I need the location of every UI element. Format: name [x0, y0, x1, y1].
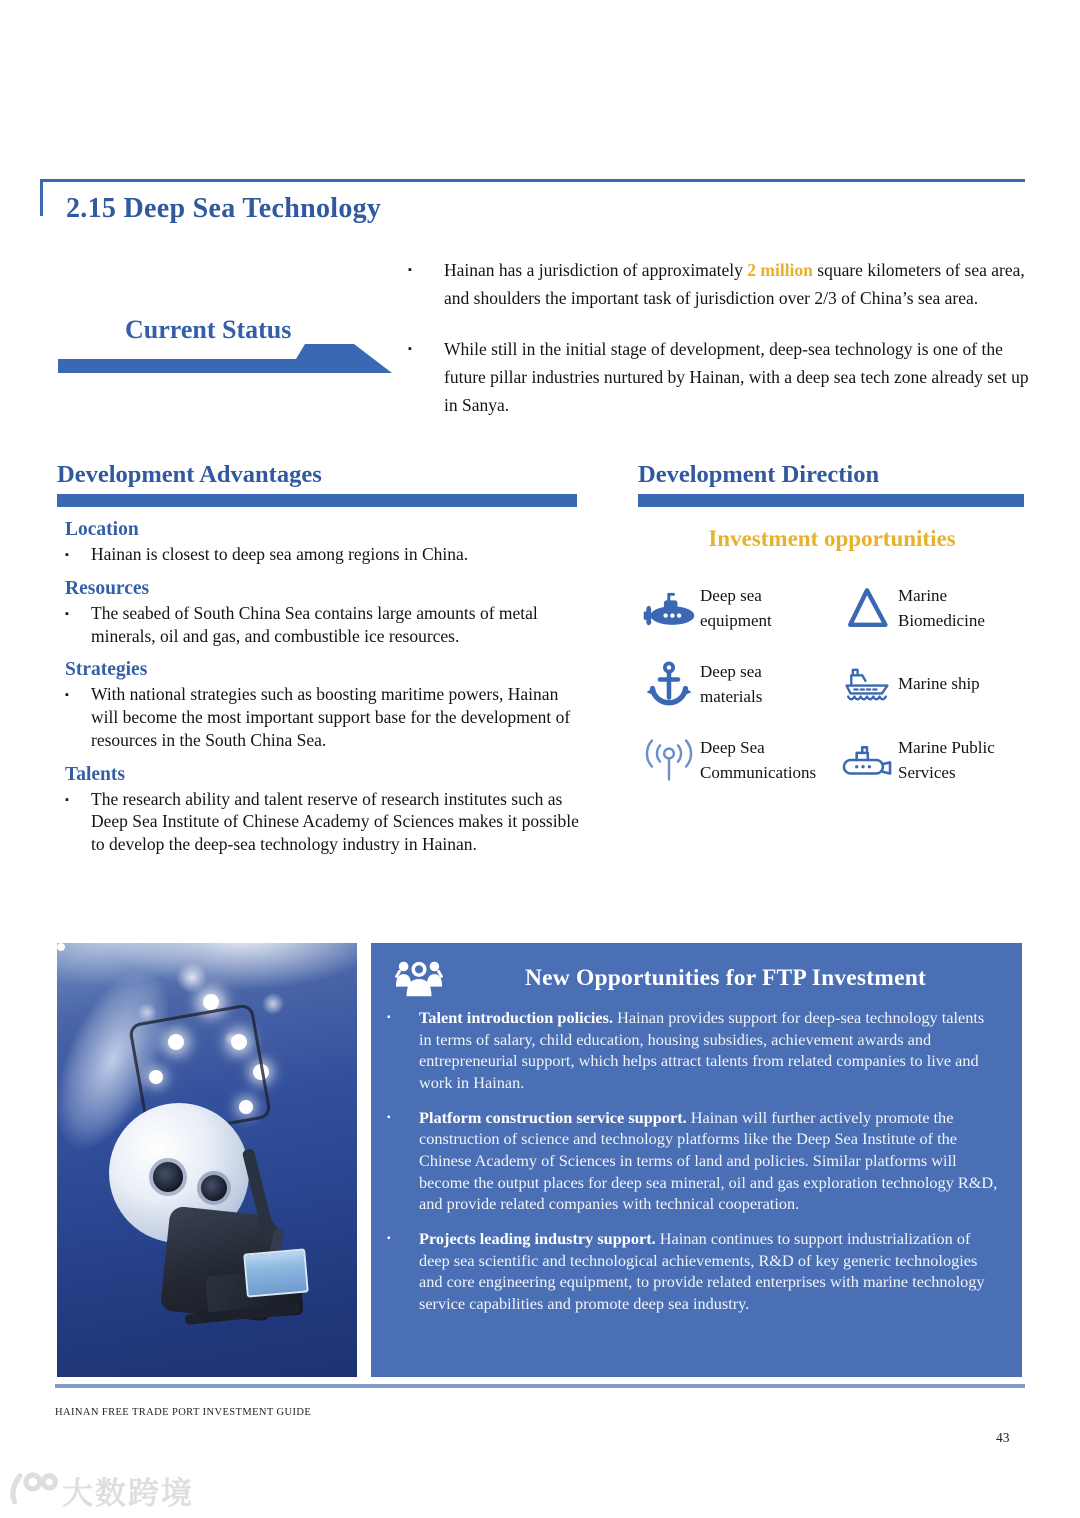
footer-guide-title: HAINAN FREE TRADE PORT INVESTMENT GUIDE — [55, 1407, 312, 1418]
list-item — [408, 256, 1032, 313]
bullet-text: Platform construction service support. Hainan will further actively promote the construction of science and technology platforms like the Deep Sea Institute of the Chinese Academy of Sciences in terms of land and policies. Similar platforms will become the output places for deep sea mineral, oil and gas exploration technology R&D, and provide related companies with technical cooperation. — [419, 1107, 998, 1214]
top-rule — [40, 179, 1025, 182]
top-rule-corner — [40, 179, 43, 216]
bullet-marker-icon: ▪ — [65, 549, 69, 561]
submersible-lights — [57, 943, 65, 951]
bullet-text: Talent introduction policies. Hainan provides support for deep-sea technology talents in terms of salary, child education, housing subsidies, achievement awards and entrepreneurial support, which helps attract talents from related companies to live and work in Hainan. — [419, 1008, 985, 1093]
bullet-text: Hainan has a jurisdiction of approximately 2 million square kilometers of sea area, and shoulders the important task of jurisdiction over 2/3 of China’s sea area. — [444, 260, 1025, 309]
page-number: 43 — [996, 1430, 1010, 1445]
list-item — [836, 652, 1030, 716]
section-title: Development Advantages — [57, 461, 322, 488]
bullet-text: The research ability and talent reserve of research institutes such as Deep Sea Institute of Chinese Academy of Sciences makes it possible to develop the deep-sea technology industry in Hainan. — [91, 788, 579, 854]
list-item — [408, 335, 1032, 420]
section-title: Development Direction — [638, 461, 880, 488]
arrow-banner-icon — [58, 342, 392, 374]
bullet-text: The seabed of South China Sea contains large amounts of metal minerals, oil and gas, and combustible ice resources. — [91, 602, 538, 646]
bullet-marker-icon: ▪ — [387, 1233, 391, 1245]
icon-label: Deep sea materials — [700, 661, 763, 706]
list-item — [638, 652, 836, 716]
triangle-icon — [836, 586, 898, 630]
bullet-marker-icon: ▪ — [65, 607, 69, 620]
bullet-marker-icon: ▪ — [65, 793, 69, 806]
development-advantages-section — [57, 461, 579, 856]
anchor-icon — [638, 660, 700, 708]
bullet-text: With national strategies such as boosting maritime powers, Hainan will become the most important support base for the development of resources in the South China Sea. — [91, 684, 571, 750]
list-item — [57, 602, 579, 648]
list-item — [57, 543, 579, 566]
icon-label: Marine Public Services — [898, 737, 995, 782]
list-item — [387, 1107, 1000, 1215]
list-item — [638, 576, 836, 640]
bullet-marker-icon: ▪ — [387, 1111, 391, 1123]
footer-rule — [55, 1384, 1025, 1388]
icon-label: Marine ship — [898, 674, 980, 694]
section-underline-bar — [57, 494, 577, 507]
ftp-box-title: New Opportunities for FTP Investment — [524, 964, 927, 991]
highlight-value: 2 million — [747, 260, 813, 280]
watermark-text: 大数跨境 — [62, 1476, 194, 1512]
icon-label: Marine Biomedicine — [898, 585, 985, 630]
bullet-marker-icon: ▪ — [387, 1012, 391, 1023]
ftp-opportunities-box — [371, 943, 1022, 1377]
icon-label: Deep sea equipment — [700, 585, 772, 630]
watermark-logo-icon — [6, 1470, 58, 1511]
submersible-photo — [57, 943, 357, 1377]
antenna-icon — [638, 737, 700, 783]
investment-opportunities-grid — [638, 576, 1030, 792]
list-item — [836, 576, 1030, 640]
ftp-box-header — [387, 957, 1000, 999]
page-title: 2.15 Deep Sea Technology — [66, 193, 382, 224]
advantage-heading: Strategies — [65, 659, 148, 681]
current-status-bullets — [408, 256, 1032, 442]
list-item — [638, 728, 836, 792]
advantage-heading: Location — [65, 519, 139, 540]
list-item — [57, 788, 579, 856]
icon-label: Deep Sea Communications — [700, 737, 817, 782]
list-item — [836, 728, 1030, 792]
submarine-outline-icon — [836, 740, 898, 780]
watermark — [6, 1468, 194, 1513]
list-item — [387, 1007, 1000, 1094]
submarine-filled-icon — [638, 588, 700, 628]
list-item — [387, 1228, 1000, 1315]
bullet-text: Projects leading industry support. Hainan continues to support industrialization of deep sea scientific and technological achievements, R&D of key generic technologies and core engineering equipment, to provide related enterprises with marine technology service capabilities and promote deep sea industry. — [419, 1229, 985, 1314]
list-item — [57, 683, 579, 751]
current-status-label: Current Status — [125, 315, 292, 344]
bullet-text: Hainan is closest to deep sea among regions in China. — [91, 544, 469, 564]
bullet-text: While still in the initial stage of development, deep-sea technology is one of the future pillar industries nurtured by Hainan, with a deep sea tech zone already set up in Sanya. — [444, 338, 1029, 416]
advantage-heading: Talents — [65, 763, 125, 785]
bullet-marker-icon: ▪ — [408, 264, 412, 276]
ship-icon — [836, 662, 898, 706]
advantage-heading: Resources — [65, 577, 150, 599]
porthole — [197, 1171, 231, 1205]
sample-basket — [243, 1248, 309, 1297]
investment-opportunities-subtitle: Investment opportunities — [708, 526, 956, 551]
people-group-icon — [387, 957, 451, 999]
porthole — [149, 1158, 187, 1196]
section-underline-bar — [638, 494, 1024, 507]
development-direction-section — [638, 461, 1026, 507]
bullet-marker-icon: ▪ — [408, 342, 412, 355]
bullet-marker-icon: ▪ — [65, 689, 69, 702]
